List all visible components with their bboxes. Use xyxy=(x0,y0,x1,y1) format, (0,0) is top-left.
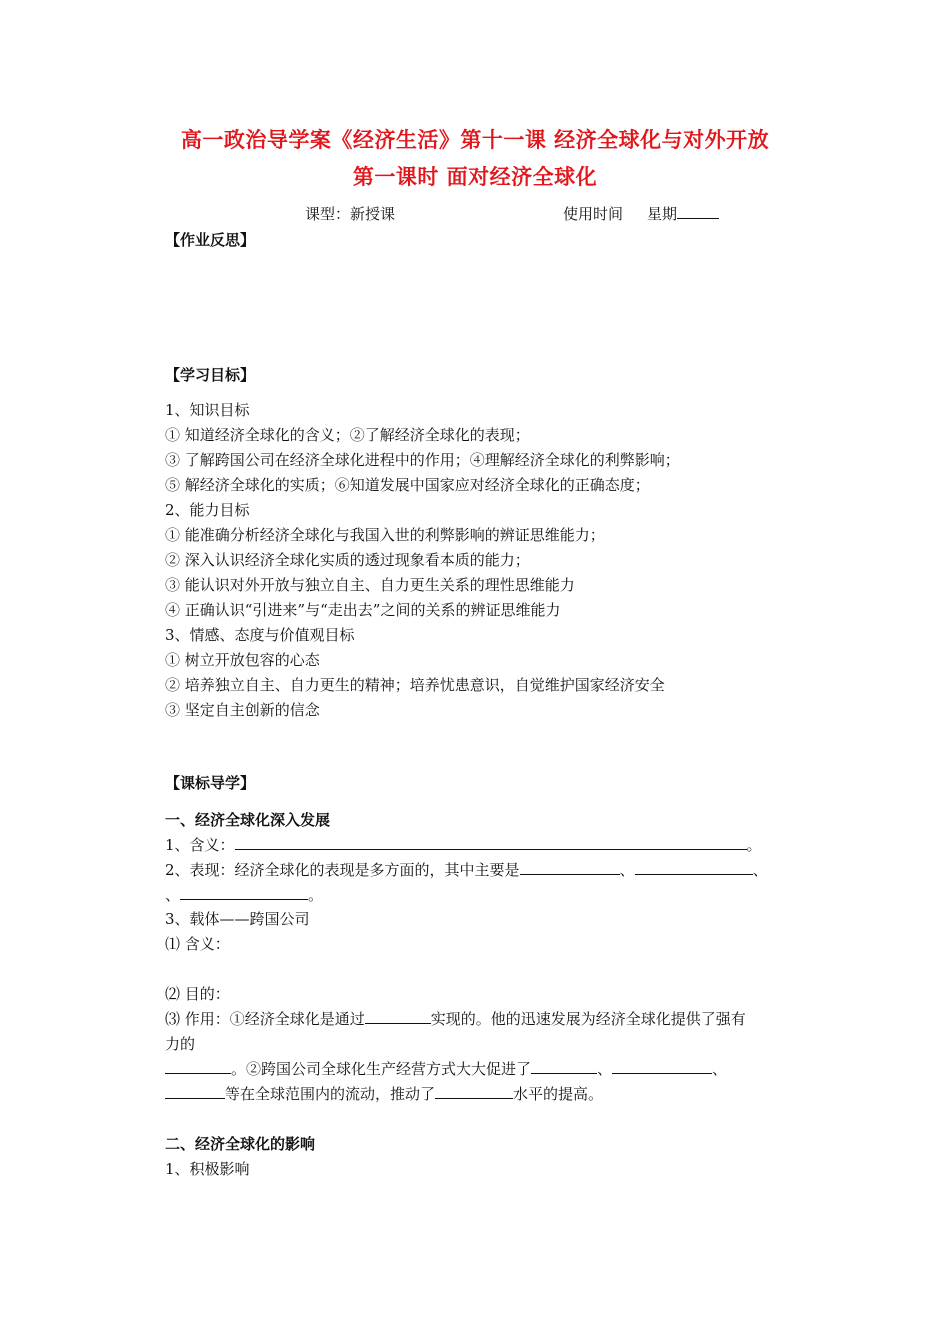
objective-line: ② 深入认识经济全球化实质的透过现象看本质的能力； xyxy=(165,551,530,569)
objective-line: 3、情感、态度与价值观目标 xyxy=(165,626,355,644)
role-line xyxy=(165,1083,603,1104)
multinational-purpose: ⑵ 目的： xyxy=(165,985,230,1003)
document-title: 高一政治导学案《经济生活》第十一课 经济全球化与对外开放 xyxy=(180,128,770,152)
objective-line: ⑤ 解经济全球化的实质；⑥知道发展中国家应对经济全球化的正确态度； xyxy=(165,476,650,494)
role-line xyxy=(165,1058,727,1079)
positive-impact: 1、积极影响 xyxy=(165,1160,250,1178)
punctuation: 、 xyxy=(712,1060,728,1078)
role-blank[interactable] xyxy=(165,1059,231,1074)
weekday-field xyxy=(647,203,719,224)
expression-label: 2、表现：经济全球化的表现是多方面的，其中主要是 xyxy=(165,861,520,879)
punctuation: 。 xyxy=(308,886,324,904)
section-curriculum-guide: 【课标导学】 xyxy=(165,774,256,792)
use-time-label: 使用时间 xyxy=(563,205,624,223)
part1-heading: 一、经济全球化深入发展 xyxy=(165,811,331,829)
part2-heading: 二、经济全球化的影响 xyxy=(165,1135,316,1153)
role-blank[interactable] xyxy=(531,1059,597,1074)
meaning-line xyxy=(165,834,762,855)
weekday-blank xyxy=(677,204,719,219)
weekday-label: 星期 xyxy=(647,205,678,223)
punctuation: 。 xyxy=(746,836,762,854)
objective-line: ① 能准确分析经济全球化与我国入世的利弊影响的辨证思维能力； xyxy=(165,526,605,544)
expression-blank[interactable] xyxy=(520,860,620,875)
punctuation: 、 xyxy=(619,861,635,879)
meaning-label: 1、含义： xyxy=(165,836,235,854)
objective-line: ③ 能认识对外开放与独立自主、自力更生关系的理性思维能力 xyxy=(165,576,575,594)
role-text: 等在全球范围内的流动，推动了 xyxy=(225,1085,436,1103)
role-blank[interactable] xyxy=(165,1084,225,1099)
objective-line: ③ 坚定自主创新的信念 xyxy=(165,701,320,719)
role-text: 。②跨国公司全球化生产经营方式大大促进了 xyxy=(231,1060,532,1078)
expression-blank[interactable] xyxy=(635,860,753,875)
lesson-type: 课型：新授课 xyxy=(305,205,396,223)
role-blank[interactable] xyxy=(612,1059,712,1074)
role-text: 实现的。他的迅速发展为经济全球化提供了强有 xyxy=(430,1010,746,1028)
objective-line: ③ 了解跨国公司在经济全球化进程中的作用；④理解经济全球化的利弊影响； xyxy=(165,451,680,469)
objective-line: ② 培养独立自主、自力更生的精神；培养忧患意识，自觉维护国家经济安全 xyxy=(165,676,665,694)
section-learning-objectives: 【学习目标】 xyxy=(165,366,256,384)
expression-line xyxy=(165,859,768,880)
expression-blank[interactable] xyxy=(180,885,308,900)
role-line: 力的 xyxy=(165,1035,196,1053)
punctuation: 、 xyxy=(165,886,181,904)
objective-line: ① 树立开放包容的心态 xyxy=(165,651,320,669)
punctuation: 、 xyxy=(752,861,768,879)
objective-line: 1、知识目标 xyxy=(165,401,250,419)
expression-line-cont xyxy=(165,884,323,905)
role-text: 水平的提高。 xyxy=(513,1085,604,1103)
objective-line: 2、能力目标 xyxy=(165,501,250,519)
role-blank[interactable] xyxy=(365,1009,431,1024)
role-blank[interactable] xyxy=(435,1084,513,1099)
objective-line: ① 知道经济全球化的含义；②了解经济全球化的表现； xyxy=(165,426,530,444)
objective-line: ④ 正确认识“引进来”与“走出去”之间的关系的辨证思维能力 xyxy=(165,601,561,619)
carrier-line: 3、载体——跨国公司 xyxy=(165,910,310,928)
role-text: ⑶ 作用：①经济全球化是通过 xyxy=(165,1010,365,1028)
multinational-meaning: ⑴ 含义： xyxy=(165,935,230,953)
punctuation: 、 xyxy=(597,1060,613,1078)
role-line xyxy=(165,1008,746,1029)
section-homework-reflection: 【作业反思】 xyxy=(165,231,256,249)
document-subtitle: 第一课时 面对经济全球化 xyxy=(352,165,598,189)
meaning-blank[interactable] xyxy=(235,835,747,850)
